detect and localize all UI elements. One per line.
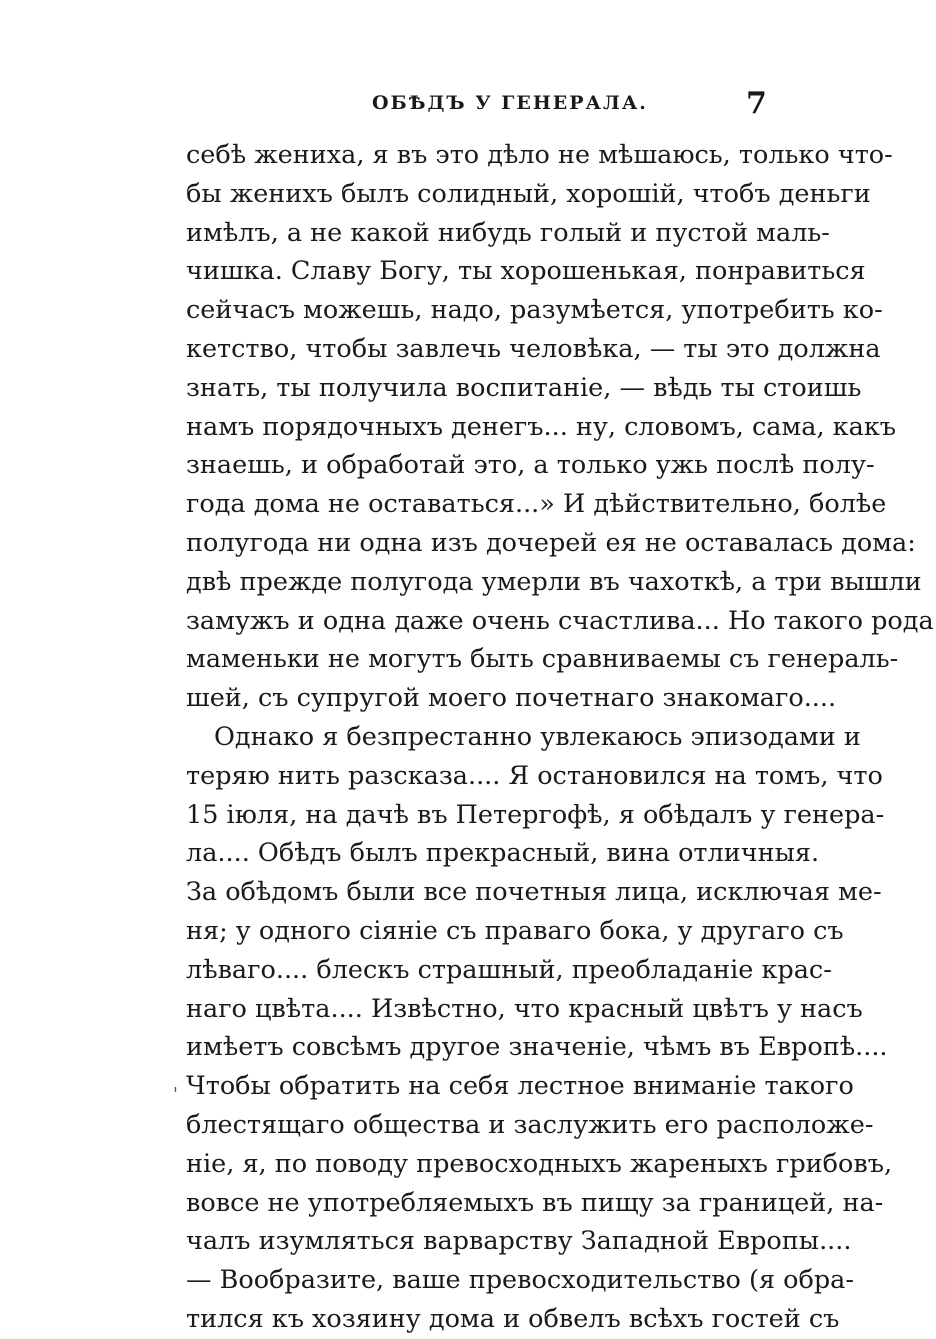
text-line: 15 іюля, на дачѣ въ Петергофѣ, я обѣдалъ у генера-	[186, 799, 885, 830]
text-line: имѣлъ, а не какой нибудь голый и пустой маль-	[186, 217, 830, 248]
text-line: полугода ни одна изъ дочерей ея не оставалась дома:	[186, 527, 916, 558]
text-line: двѣ прежде полугода умерли въ чахоткѣ, а три вышли	[186, 566, 922, 597]
text-line: блестящаго общества и заслужить его расположе-	[186, 1109, 874, 1140]
text-line: знать, ты получила воспитаніе, — вѣдь ты стоишь	[186, 372, 862, 403]
text-line: ла.... Обѣдъ былъ прекрасный, вина отличныя.	[186, 838, 820, 869]
text-line: теряю нить разсказа.... Я остановился на томъ, что	[186, 760, 883, 791]
running-title: ОБѢДЪ У ГЕНЕРАЛА.	[372, 92, 648, 114]
text-line: кетство, чтобы завлечь человѣка, — ты это должна	[186, 333, 881, 364]
text-line: чишка. Славу Богу, ты хорошенькая, понравиться	[186, 256, 866, 287]
text-line: года дома не оставаться...» И дѣйствительно, болѣе	[186, 489, 887, 520]
text-line: Чтобы обратить на себя лестное вниманіе такого	[186, 1071, 854, 1102]
text-line: сейчасъ можешь, надо, разумѣется, употребить ко-	[186, 295, 883, 326]
text-line: Однако я безпрестанно увлекаюсь эпизодами и	[214, 721, 861, 752]
text-line: лѣваго.... блескъ страшный, преобладаніе крас-	[186, 954, 832, 985]
text-line: ня; у одного сіяніе съ праваго бока, у другаго съ	[186, 915, 844, 946]
text-line: шей, съ супругой моего почетнаго знакомаго....	[186, 683, 837, 714]
text-line: замужъ и одна даже очень счастлива... Но такого рода	[186, 605, 934, 636]
text-line: вовсе не употребляемыхъ въ пищу за границей, на-	[186, 1187, 884, 1218]
text-line: ніе, я, по поводу превосходныхъ жареныхъ грибовъ,	[186, 1148, 893, 1179]
text-line: За обѣдомъ были все почетныя лица, исключая ме-	[186, 877, 882, 908]
stray-print-mark: '	[173, 1084, 178, 1105]
page-number: 7	[746, 86, 767, 121]
text-line: себѣ жениха, я въ это дѣло не мѣшаюсь, только что-	[186, 140, 893, 170]
text-line: знаешь, и обработай это, а только ужь послѣ полу-	[186, 450, 875, 481]
text-line: имѣетъ совсѣмъ другое значеніе, чѣмъ въ Европѣ....	[186, 1032, 888, 1063]
text-line: намъ порядочныхъ денегъ... ну, словомъ, сама, какъ	[186, 411, 896, 442]
text-line: чалъ изумляться варварству Западной Европы....	[186, 1226, 852, 1257]
body-text	[186, 136, 934, 1339]
text-line: тился къ хозяину дома и обвелъ всѣхъ гостей съ	[186, 1303, 840, 1334]
text-line: бы женихъ былъ солидный, хорошій, чтобъ деньги	[186, 178, 871, 209]
text-line: маменьки не могутъ быть сравниваемы съ генераль-	[186, 644, 899, 675]
text-line: наго цвѣта.... Извѣстно, что красный цвѣтъ у насъ	[186, 993, 863, 1024]
text-line: — Вообразите, ваше превосходительство (я обра-	[186, 1265, 855, 1296]
